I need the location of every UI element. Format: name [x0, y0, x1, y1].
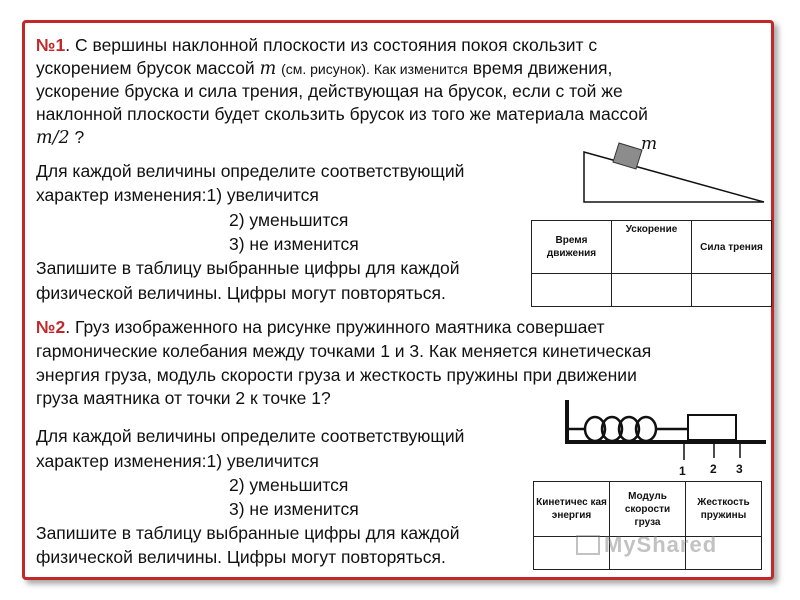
p1-mass-symbol: m	[259, 59, 277, 79]
p1-line1	[36, 34, 597, 57]
p1-line4: наклонной плоскости будет скользить брусок из того же материала массой	[36, 104, 648, 124]
p1-answer-table	[531, 220, 772, 307]
p2-instr1: Для каждой величины определите соответствующий	[36, 426, 465, 446]
p1-line2-a: ускорением брусок массой	[36, 58, 255, 78]
p1-col-time: Время движения	[532, 221, 612, 274]
p1-instr2: характер изменения:1) увеличится	[36, 185, 319, 205]
incline-triangle	[584, 152, 764, 202]
inclined-plane-figure	[578, 130, 768, 206]
p1-col-friction: Сила трения	[692, 221, 772, 274]
p1-opt3: 3) не изменится	[229, 234, 359, 254]
p2-instr3: Запишите в таблицу выбранные цифры для каждой	[36, 523, 460, 543]
figure-mass-label: m	[641, 134, 658, 154]
p1-question-mark: ?	[74, 127, 85, 147]
p1-number: №1	[36, 35, 66, 55]
point-label-2: 2	[710, 462, 717, 476]
p2-opt2: 2) уменьшится	[229, 475, 349, 495]
pendulum-weight	[688, 415, 736, 440]
p1-answer-cell-2[interactable]	[612, 274, 692, 307]
p1-instr1: Для каждой величины определите соответствующий	[36, 161, 465, 181]
p1-mass-half: m/2	[36, 128, 70, 148]
spring	[569, 417, 688, 441]
p2-line1	[36, 316, 605, 339]
p2-instr4: физической величины. Цифры могут повторяться.	[36, 547, 446, 567]
p2-number: №2	[36, 317, 66, 337]
point-label-1: 1	[679, 464, 686, 478]
p2-line3: энергия груза, модуль скорости груза и жесткость пружины при движении	[36, 365, 637, 385]
p2-col-kinetic: Кинетичес кая энергия	[534, 482, 610, 537]
p1-answer-cell-3[interactable]	[692, 274, 772, 307]
p1-answer-cell-1[interactable]	[532, 274, 612, 307]
p1-line3: ускорение бруска и сила трения, действующая на брусок, если с той же	[36, 81, 623, 101]
p2-instr2: характер изменения:1) увеличится	[36, 451, 319, 471]
p1-instr3: Запишите в таблицу выбранные цифры для каждой	[36, 258, 460, 278]
p1-opt2: 2) уменьшится	[229, 210, 349, 230]
p2-line4: груза маятника от точки 2 к точке 1?	[36, 388, 331, 408]
p2-line1-text: . Груз изображенного на рисунке пружинного маятника совершает	[65, 317, 605, 337]
p1-instr4: физической величины. Цифры могут повторяться.	[36, 283, 446, 303]
point-label-3: 3	[736, 462, 743, 476]
watermark-icon	[576, 535, 600, 555]
p1-line2-c: время движения,	[472, 58, 613, 78]
sliding-block	[613, 143, 642, 169]
p1-col-acceleration: Ускорение	[612, 221, 692, 274]
p1-line5	[36, 126, 84, 150]
p2-line2: гармонические колебания между точками 1 и 3. Как меняется кинетическая	[36, 341, 652, 361]
p2-opt3: 3) не изменится	[229, 499, 359, 519]
p2-col-stiffness: Жесткость пружины	[686, 482, 762, 537]
p1-line1-text: . С вершины наклонной плоскости из состояния покоя скользит с	[65, 35, 598, 55]
p1-line2	[36, 57, 612, 81]
p1-line2-b: (см. рисунок). Как изменится	[281, 61, 468, 77]
watermark: MyShared	[604, 532, 718, 557]
p2-col-speed: Модуль скорости груза	[610, 482, 686, 537]
